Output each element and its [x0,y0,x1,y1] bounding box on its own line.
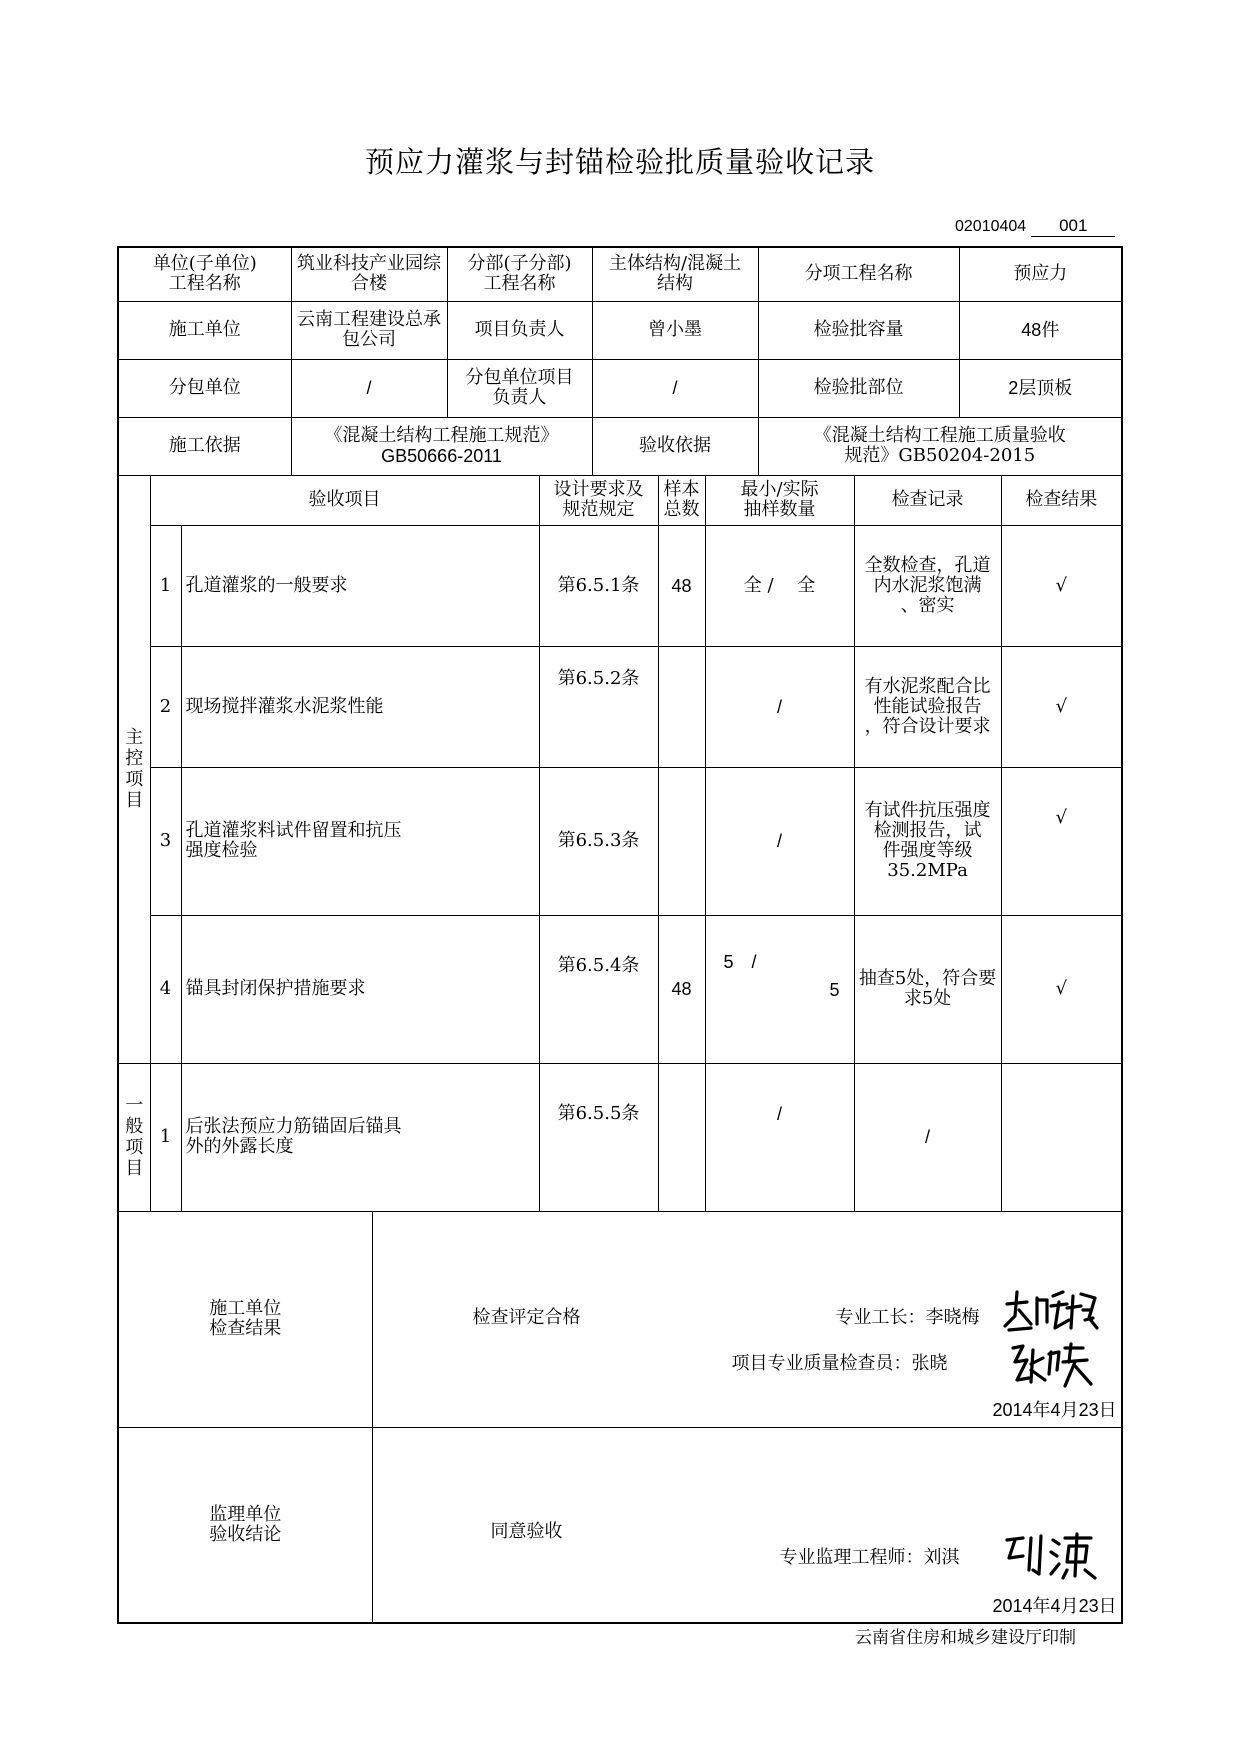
item-no: 1 [150,525,181,646]
contractor-value: 云南工程建设总承 包公司 [291,301,447,359]
subcontractor-value: / [291,359,447,417]
acceptance-record-table [117,246,1123,1624]
engineer-signature [1001,1530,1101,1582]
table-row [118,646,1122,767]
header-row-4 [118,417,1122,475]
item-no: 3 [150,767,181,915]
sub-label: 分部(子分部) 工程名称 [447,247,592,301]
footer-issuer: 云南省住房和城乡建设厅印制 [855,1628,1076,1648]
unit-value: 筑业科技产业园综 合楼 [291,247,447,301]
main-control-group-label: 主 控 项 目 [118,475,150,1063]
supervision-conclusion: 同意验收 [490,1520,563,1542]
item-no: 1 [150,1063,181,1211]
item-clause: 第6.5.1条 [539,525,658,646]
accept-basis-label: 验收依据 [592,417,758,475]
item-clause: 第6.5.3条 [539,767,658,915]
table-row [118,767,1122,915]
column-result: 检查结果 [1001,475,1122,525]
item-sample: / [705,767,854,915]
item-value: 预应力 [959,247,1122,301]
item-sample: / [705,1063,854,1211]
sub-pm-value: / [592,359,758,417]
item-clause: 第6.5.4条 [539,915,658,1063]
inspector-signature [1005,1340,1095,1392]
location-label: 检验批部位 [758,359,959,417]
item-result: √ [1001,915,1122,1063]
construction-label: 施工单位 检查结果 [118,1211,372,1427]
header-row-3 [118,359,1122,417]
pm-value: 曾小墨 [592,301,758,359]
column-header-row [118,475,1122,525]
supervising-engineer: 专业监理工程师：刘淇 [779,1546,960,1568]
contractor-label: 施工单位 [118,301,291,359]
construction-result-row [118,1211,1122,1427]
item-clause: 第6.5.5条 [539,1063,658,1211]
item-no: 2 [150,646,181,767]
quality-inspector: 项目专业质量检查员：张晓 [731,1352,948,1374]
capacity-label: 检验批容量 [758,301,959,359]
item-label: 分项工程名称 [758,247,959,301]
item-record: 有试件抗压强度检测报告，试 件强度等级35.2MPa [854,767,1001,915]
header-row-1 [118,247,1122,301]
document-number [955,216,1115,237]
doc-code: 02010404 [955,218,1027,235]
basis-value [291,417,592,475]
accept-basis-value: 《混凝土结构工程施工质量验收 规范》GB50204-2015 [758,417,1122,475]
column-record: 检查记录 [854,475,1001,525]
item-name: 后张法预应力筋锚固后锚具 外的外露长度 [181,1063,539,1211]
item-result: √ [1001,525,1122,646]
item-name: 锚具封闭保护措施要求 [181,915,539,1063]
item-sample [705,915,854,1063]
table-row [118,525,1122,646]
column-design: 设计要求及 规范规定 [539,475,658,525]
item-clause: 第6.5.2条 [539,646,658,767]
sample-min: 5 / [723,951,757,972]
item-name: 现场搅拌灌浆水泥浆性能 [181,646,539,767]
unit-label: 单位(子单位) 工程名称 [118,247,291,301]
item-record: 有水泥浆配合比性能试验报告 ，符合设计要求 [854,646,1001,767]
item-total [658,1063,705,1211]
item-result: √ [1001,767,1122,915]
item-no: 4 [150,915,181,1063]
item-name: 孔道灌浆的一般要求 [181,525,539,646]
item-total [658,767,705,915]
sample-actual: 5 [829,979,840,1000]
supervision-result-cell [372,1427,1122,1623]
subcontractor-label: 分包单位 [118,359,291,417]
item-sample: 全 / 全 [705,525,854,646]
item-record: 抽查5处，符合要求5处 [854,915,1001,1063]
sub-pm-label: 分包单位项目 负责人 [447,359,592,417]
item-result: √ [1001,646,1122,767]
basis-value-line-2: GB50666-2011 [381,446,502,466]
column-sample-total: 样本 总数 [658,475,705,525]
item-total: 48 [658,525,705,646]
general-group-label: 一 般 项 目 [118,1063,150,1211]
supervision-result-row [118,1427,1122,1623]
column-item: 验收项目 [150,475,539,525]
column-sample-qty: 最小/实际 抽样数量 [705,475,854,525]
table-row [118,1063,1122,1211]
supervision-date: 2014年4月23日 [992,1595,1117,1616]
basis-label: 施工依据 [118,417,291,475]
item-record: 全数检查，孔道内水泥浆饱满 、密实 [854,525,1001,646]
sub-value: 主体结构/混凝土 结构 [592,247,758,301]
table-row [118,915,1122,1063]
header-row-2 [118,301,1122,359]
doc-serial: 001 [1031,216,1115,237]
basis-value-line-1: 《混凝土结构工程施工规范》 [324,425,559,446]
location-value: 2层顶板 [959,359,1122,417]
supervision-label: 监理单位 验收结论 [118,1427,372,1623]
page-title: 预应力灌浆与封锚检验批质量验收记录 [364,145,875,179]
item-total [658,646,705,767]
pm-label: 项目负责人 [447,301,592,359]
item-total: 48 [658,915,705,1063]
item-record: / [854,1063,1001,1211]
foreman: 专业工长：李晓梅 [835,1306,980,1328]
item-name: 孔道灌浆料试件留置和抗压 强度检验 [181,767,539,915]
construction-result-cell [372,1211,1122,1427]
item-result [1001,1063,1122,1211]
construction-date: 2014年4月23日 [992,1399,1117,1420]
item-sample: / [705,646,854,767]
construction-conclusion: 检查评定合格 [472,1306,581,1328]
foreman-signature [1001,1288,1101,1338]
capacity-value: 48件 [959,301,1122,359]
